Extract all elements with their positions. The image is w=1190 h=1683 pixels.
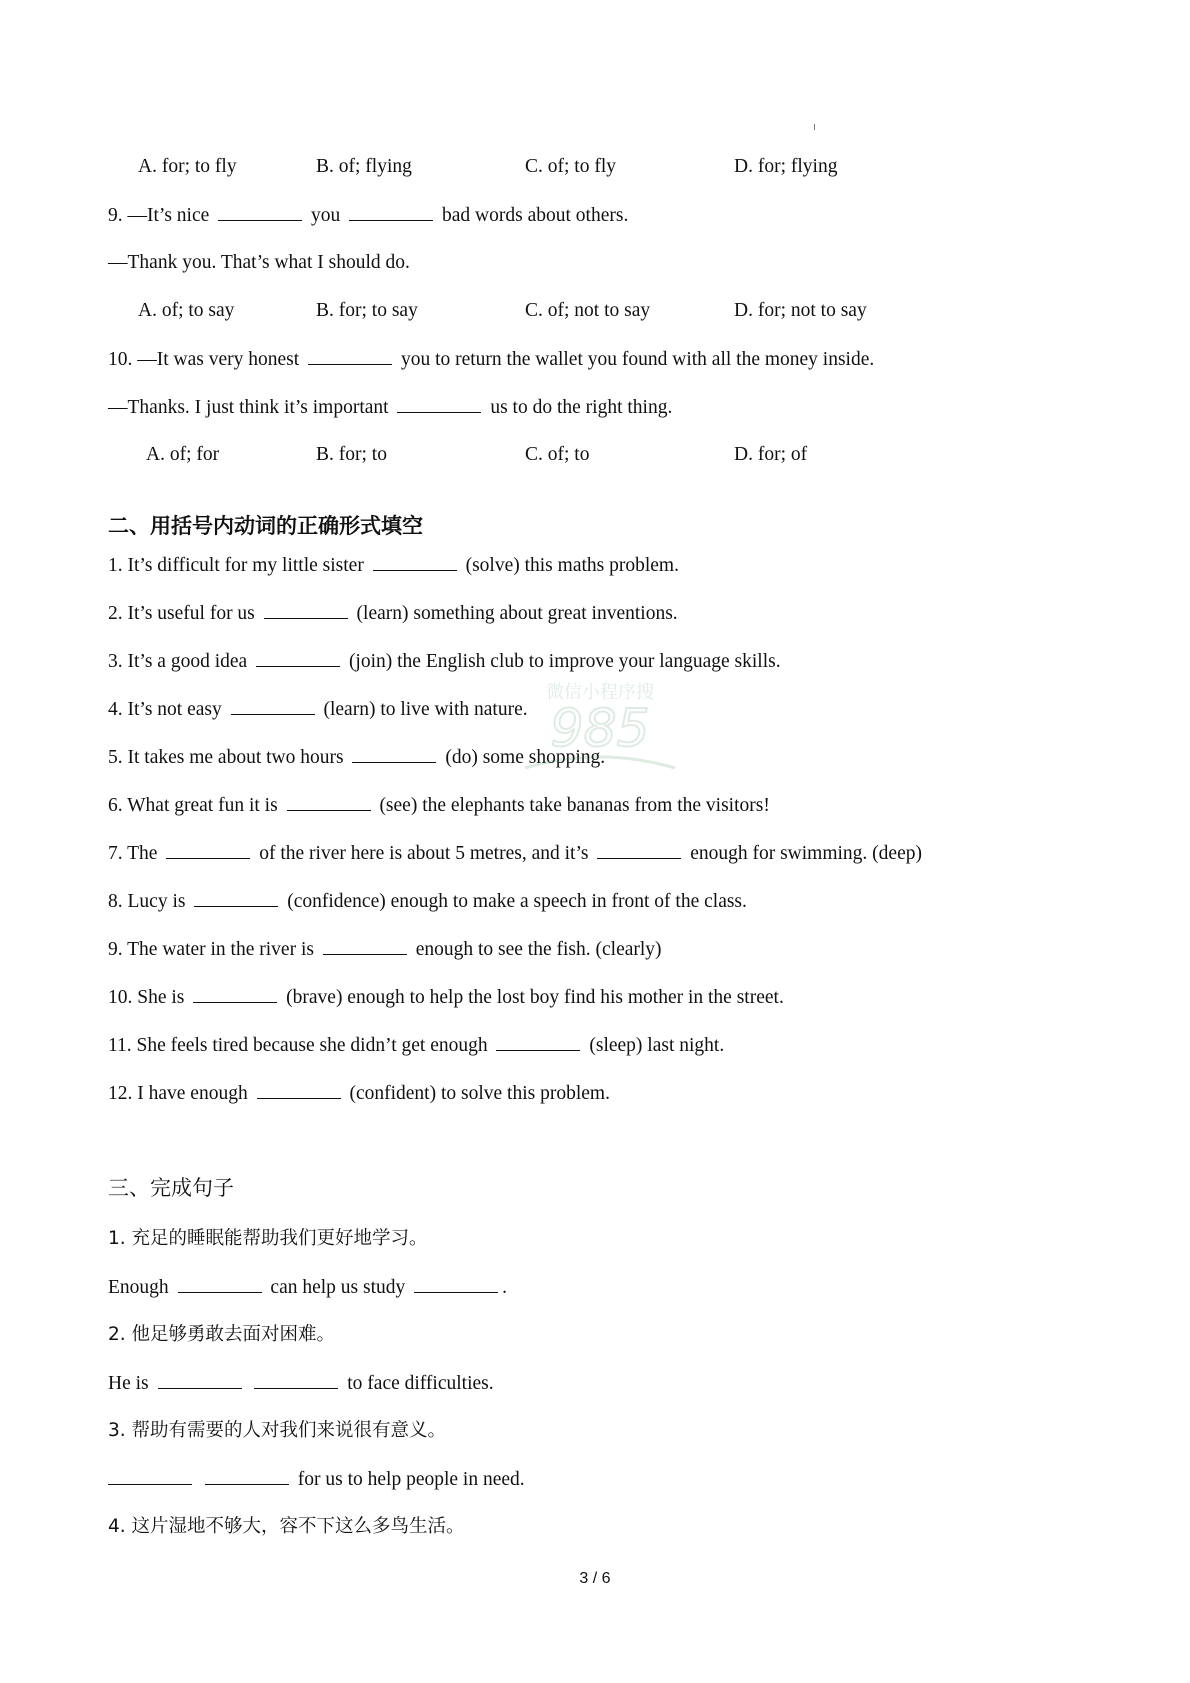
s2-item-text: 10. She is (108, 987, 190, 1008)
s2-item-text: 5. It takes me about two hours (108, 747, 349, 768)
s2-item-text: (solve) this maths problem. (460, 555, 679, 576)
answer-blank[interactable] (205, 1466, 289, 1485)
answer-blank[interactable] (352, 744, 436, 763)
s2-item-text: (brave) enough to help the lost boy find his mother in the street. (281, 987, 784, 1008)
q9-option-c[interactable]: C. of; not to say (525, 300, 651, 321)
s2-item-8 (108, 888, 747, 915)
answer-blank[interactable] (218, 202, 302, 221)
s2-item-text: 3. It’s a good idea (108, 651, 253, 672)
s2-item-text: 2. It’s useful for us (108, 603, 260, 624)
q8-option-c[interactable]: C. of; to fly (525, 156, 616, 177)
s2-item-text: (learn) something about great inventions. (351, 603, 678, 624)
s2-item-7 (108, 840, 922, 867)
q10-option-b[interactable]: B. for; to (316, 444, 387, 465)
q8-option-b[interactable]: B. of; flying (316, 156, 412, 177)
answer-blank[interactable] (264, 600, 348, 619)
scan-mark (814, 124, 815, 130)
q10-option-a[interactable]: A. of; for (146, 444, 220, 465)
q10-reply: —Thanks. I just think it’s important us to do the right thing. (108, 394, 672, 421)
watermark-text: 微信小程序搜 (546, 682, 654, 703)
s2-item-3 (108, 648, 781, 675)
s2-item-text: of the river here is about 5 metres, and it’s (254, 843, 594, 864)
watermark-logo (505, 676, 695, 786)
q10-option-d[interactable]: D. for; of (734, 444, 808, 465)
page-number: 3 / 6 (579, 1570, 611, 1587)
s2-item-6 (108, 792, 770, 819)
q9-reply: —Thank you. That’s what I should do. (108, 252, 410, 273)
s2-item-text: 12. I have enough (108, 1083, 253, 1104)
s2-item-text: 11. She feels tired because she didn’t get enough (108, 1035, 493, 1056)
watermark-number: 985 (550, 699, 650, 759)
answer-blank[interactable] (108, 1466, 192, 1485)
s2-item-9 (108, 936, 662, 963)
s2-item-text: 8. Lucy is (108, 891, 191, 912)
s2-item-text: (learn) to live with nature. (318, 699, 528, 720)
q10-stem: 10. —It was very honest you to return the wallet you found with all the money inside. (108, 346, 874, 373)
q9-option-a[interactable]: A. of; to say (138, 300, 235, 321)
s2-item-1 (108, 552, 679, 579)
s2-item-text: enough to see the fish. (clearly) (410, 939, 662, 960)
answer-blank[interactable] (373, 552, 457, 571)
section2-title: 二、用括号内动词的正确形式填空 (108, 514, 423, 538)
s3-item2-cn: 2. 他足够勇敢去面对困难。 (108, 1324, 336, 1345)
s2-item-text: (confidence) enough to make a speech in front of the class. (282, 891, 747, 912)
s3-item2-en: He is to face difficulties. (108, 1370, 494, 1397)
s2-item-text: 9. The water in the river is (108, 939, 319, 960)
s3-item3-en: for us to help people in need. (104, 1466, 525, 1493)
s3-item1-cn: 1. 充足的睡眠能帮助我们更好地学习。 (108, 1228, 428, 1249)
answer-blank[interactable] (287, 792, 371, 811)
s2-item-10 (108, 984, 784, 1011)
s2-item-text: (see) the elephants take bananas from the visitors! (374, 795, 770, 816)
s2-item-text: 1. It’s difficult for my little sister (108, 555, 369, 576)
answer-blank[interactable] (254, 1370, 338, 1389)
answer-blank[interactable] (496, 1032, 580, 1051)
s2-item-text: (confident) to solve this problem. (344, 1083, 610, 1104)
answer-blank[interactable] (597, 840, 681, 859)
q9-option-d[interactable]: D. for; not to say (734, 300, 867, 321)
s2-item-12 (108, 1080, 610, 1107)
answer-blank[interactable] (323, 936, 407, 955)
s3-item3-cn: 3. 帮助有需要的人对我们来说很有意义。 (108, 1420, 447, 1441)
s2-item-11 (108, 1032, 724, 1059)
answer-blank[interactable] (231, 696, 315, 715)
s2-item-text: 6. What great fun it is (108, 795, 283, 816)
s2-item-text: (do) some shopping. (440, 747, 606, 768)
s2-item-text: enough for swimming. (deep) (685, 843, 922, 864)
answer-blank[interactable] (257, 1080, 341, 1099)
section3-title: 三、完成句子 (108, 1176, 234, 1200)
q8-option-a[interactable]: A. for; to fly (138, 156, 237, 177)
answer-blank[interactable] (308, 346, 392, 365)
answer-blank[interactable] (194, 888, 278, 907)
s2-item-2 (108, 600, 678, 627)
s2-item-4 (108, 696, 528, 723)
answer-blank[interactable] (414, 1274, 498, 1293)
s3-item1-en: Enough can help us study . (108, 1274, 507, 1301)
answer-blank[interactable] (256, 648, 340, 667)
q10-option-c[interactable]: C. of; to (525, 444, 590, 465)
q9-option-b[interactable]: B. for; to say (316, 300, 418, 321)
s3-item4-cn: 4. 这片湿地不够大，容不下这么多鸟生活。 (108, 1516, 465, 1537)
answer-blank[interactable] (349, 202, 433, 221)
q8-option-d[interactable]: D. for; flying (734, 156, 838, 177)
s2-item-text: (sleep) last night. (584, 1035, 725, 1056)
s2-item-text: 7. The (108, 843, 163, 864)
answer-blank[interactable] (397, 394, 481, 413)
answer-blank[interactable] (193, 984, 277, 1003)
answer-blank[interactable] (158, 1370, 242, 1389)
s2-item-text: (join) the English club to improve your language skills. (344, 651, 781, 672)
answer-blank[interactable] (178, 1274, 262, 1293)
answer-blank[interactable] (166, 840, 250, 859)
q9-stem: 9. —It’s nice you bad words about others. (108, 202, 628, 229)
s2-item-text: 4. It’s not easy (108, 699, 227, 720)
